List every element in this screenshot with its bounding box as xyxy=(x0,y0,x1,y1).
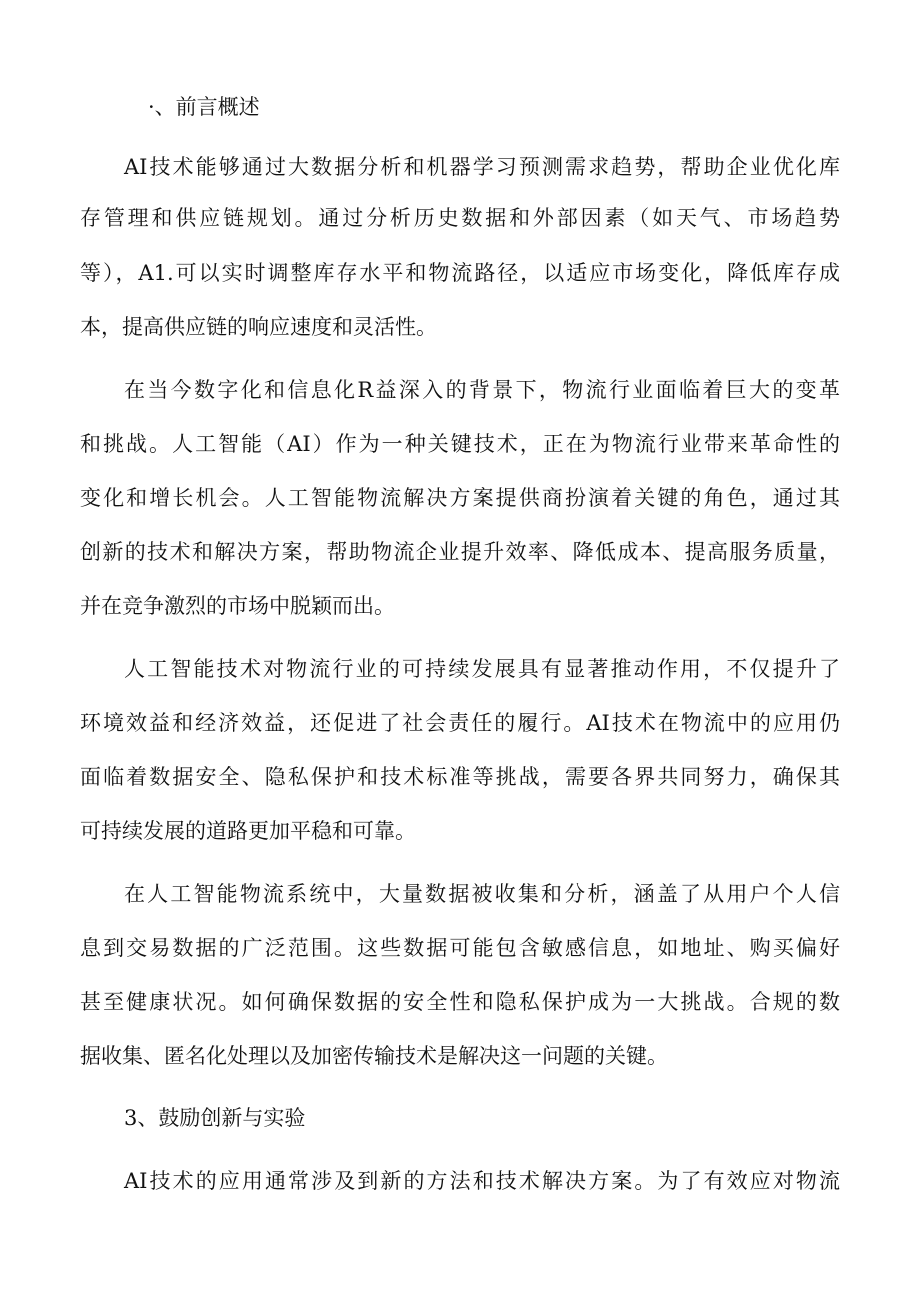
paragraph-line: 在当今数字化和信息化R益深入的背景下，物流行业面临着巨大的变革 xyxy=(124,378,840,402)
paragraph-line: 可持续发展的道路更加平稳和可靠。 xyxy=(80,819,416,843)
paragraph-line: 息到交易数据的广泛范围。这些数据可能包含敏感信息，如地址、购买偏好 xyxy=(80,936,840,960)
paragraph-line: 并在竞争激烈的市场中脱颖而出。 xyxy=(80,594,395,618)
paragraph-line: 环境效益和经济效益，还促进了社会责任的履行。AI技术在物流中的应用仍 xyxy=(80,711,840,735)
paragraph-line: 甚至健康状况。如何确保数据的安全性和隐私保护成为一大挑战。合规的数 xyxy=(80,990,840,1014)
paragraph-line: 变化和增长机会。人工智能物流解决方案提供商扮演着关键的角色，通过其 xyxy=(80,486,840,510)
paragraph-line: AI技术的应用通常涉及到新的方法和技术解决方案。为了有效应对物流 xyxy=(124,1169,840,1193)
section-heading-intro: ·、前言概述 xyxy=(148,95,260,119)
paragraph-line: 面临着数据安全、隐私保护和技术标准等挑战，需要各界共同努力，确保其 xyxy=(80,765,840,789)
section-heading-innovation: 3、鼓励创新与实验 xyxy=(124,1106,306,1130)
paragraph-line: 在人工智能物流系统中，大量数据被收集和分析，涵盖了从用户个人信 xyxy=(124,882,840,906)
paragraph-line: 和挑战。人工智能（AI）作为一种关键技术，正在为物流行业带来革命性的 xyxy=(80,432,840,456)
paragraph-line: 本，提高供应链的响应速度和灵活性。 xyxy=(80,315,437,339)
paragraph-line: 创新的技术和解决方案，帮助物流企业提升效率、降低成本、提高服务质量， xyxy=(80,540,840,564)
paragraph-line: 等），A1.可以实时调整库存水平和物流路径，以适应市场变化，降低库存成 xyxy=(80,261,840,285)
paragraph-line: 人工智能技术对物流行业的可持续发展具有显著推动作用，不仅提升了 xyxy=(124,657,840,681)
paragraph-line: AI技术能够通过大数据分析和机器学习预测需求趋势，帮助企业优化库 xyxy=(124,155,840,179)
paragraph-line: 存管理和供应链规划。通过分析历史数据和外部因素（如天气、市场趋势 xyxy=(80,206,840,230)
paragraph-line: 据收集、匿名化处理以及加密传输技术是解决这一问题的关键。 xyxy=(80,1044,668,1068)
